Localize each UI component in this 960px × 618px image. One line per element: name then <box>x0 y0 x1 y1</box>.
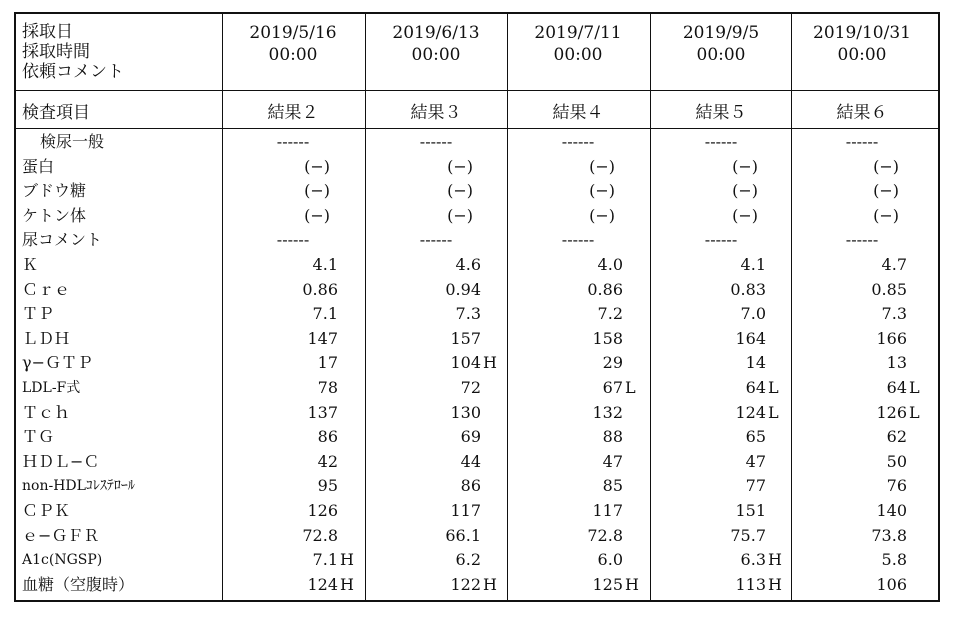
collection-time-label: 採取時間 <box>22 42 90 62</box>
result-value <box>650 524 792 548</box>
value-number: 4.1 <box>312 255 338 274</box>
abnormal-flag: L <box>625 378 636 397</box>
value-number: 64 <box>745 378 766 397</box>
result-value <box>650 401 792 425</box>
value-number: 72 <box>460 378 481 397</box>
result-value <box>222 474 364 498</box>
value-number: (−) <box>873 156 899 176</box>
value-number: 126 <box>307 501 338 520</box>
value-number: 69 <box>460 427 481 447</box>
result-value <box>507 474 649 498</box>
result-value <box>507 179 649 203</box>
result-value <box>365 351 507 375</box>
value-number: (−) <box>447 205 473 225</box>
column-divider <box>650 14 651 600</box>
item-header: 検査項目 <box>22 103 90 123</box>
value-number: 78 <box>317 378 338 397</box>
result-value <box>365 327 507 351</box>
lab-results-table <box>14 12 940 602</box>
result-value <box>791 548 933 572</box>
table-row <box>16 302 938 326</box>
value-number: ------ <box>845 230 879 250</box>
result-header-row <box>16 90 938 129</box>
column-divider <box>222 14 223 600</box>
result-value <box>222 327 364 351</box>
table-row <box>16 474 938 498</box>
test-item-name: ＣＰＫ <box>22 501 71 520</box>
result-column-header: 結果６ <box>836 103 888 123</box>
abnormal-flag: H <box>340 574 354 594</box>
result-value <box>222 130 364 154</box>
result-value <box>365 204 507 228</box>
value-number: ------ <box>276 230 310 250</box>
collection-date-label: 採取日 <box>22 22 73 42</box>
result-value <box>507 548 649 572</box>
value-number: 4.7 <box>881 255 907 274</box>
result-value <box>791 179 933 203</box>
table-row <box>16 376 938 400</box>
result-value <box>222 155 364 179</box>
table-row <box>16 228 938 252</box>
table-row <box>16 573 938 597</box>
result-value <box>365 228 507 252</box>
result-value <box>791 425 933 449</box>
result-value <box>507 302 649 326</box>
value-number: 4.1 <box>740 255 766 274</box>
abnormal-flag: L <box>768 378 779 397</box>
test-item-name: 血糖（空腹時） <box>22 574 135 594</box>
test-item-name: 尿コメント <box>22 230 103 250</box>
table-row <box>16 179 938 203</box>
abnormal-flag: L <box>909 378 920 397</box>
result-value <box>650 450 792 474</box>
value-number: 67 <box>602 378 623 397</box>
result-value <box>650 425 792 449</box>
value-number: 122 <box>450 574 481 594</box>
result-value <box>791 253 933 277</box>
result-value <box>507 327 649 351</box>
abnormal-flag: H <box>625 574 639 594</box>
abnormal-flag: L <box>768 402 779 422</box>
value-number: 157 <box>450 328 481 348</box>
table-row <box>16 450 938 474</box>
value-number: 117 <box>592 501 623 520</box>
result-value <box>650 253 792 277</box>
result-value <box>222 548 364 572</box>
result-value <box>222 179 364 203</box>
value-number: 158 <box>592 328 623 348</box>
result-value <box>650 327 792 351</box>
table-row <box>16 155 938 179</box>
value-number: 113 <box>735 574 766 594</box>
result-value <box>791 228 933 252</box>
test-item-name: 検尿一般 <box>40 132 105 151</box>
table-row <box>16 425 938 449</box>
value-number: 124 <box>307 574 338 594</box>
column-date-time <box>365 22 507 66</box>
result-value <box>222 401 364 425</box>
value-number: 47 <box>602 451 623 471</box>
collection-date: 2019/9/5 <box>682 23 760 43</box>
result-value <box>222 524 364 548</box>
test-item-name: LDL-F式 <box>22 380 81 396</box>
value-number: 5.8 <box>881 550 907 570</box>
value-number: 95 <box>317 476 338 496</box>
value-number: 0.94 <box>445 279 481 299</box>
table-row <box>16 253 938 277</box>
collection-time: 00:00 <box>696 45 746 65</box>
value-number: (−) <box>732 181 758 201</box>
result-value <box>507 573 649 597</box>
result-value <box>507 425 649 449</box>
value-number: 86 <box>317 427 338 447</box>
value-number: (−) <box>589 205 615 225</box>
result-value <box>222 204 364 228</box>
result-value <box>365 302 507 326</box>
value-number: ------ <box>704 230 738 250</box>
result-value <box>650 130 792 154</box>
collection-date: 2019/7/11 <box>534 23 622 43</box>
value-number: 106 <box>876 574 907 594</box>
value-number: 0.85 <box>871 279 907 299</box>
result-value <box>365 548 507 572</box>
value-number: 65 <box>745 427 766 447</box>
test-item-name: ＬＤＨ <box>22 328 71 348</box>
result-value <box>507 228 649 252</box>
result-value <box>222 376 364 400</box>
result-value <box>507 499 649 523</box>
column-date-time <box>222 22 364 66</box>
result-value <box>507 155 649 179</box>
collection-date: 2019/10/31 <box>813 23 911 43</box>
table-row <box>16 278 938 302</box>
request-comment-label: 依頼コメント <box>22 62 124 82</box>
result-value <box>507 524 649 548</box>
value-number: (−) <box>304 156 330 176</box>
table-row <box>16 401 938 425</box>
result-value <box>650 228 792 252</box>
result-value <box>222 302 364 326</box>
abnormal-flag: H <box>768 574 782 594</box>
test-item-name: ブドウ糖 <box>22 181 87 201</box>
result-value <box>222 278 364 302</box>
test-item-name: Ｔｃｈ <box>22 402 71 422</box>
column-divider <box>791 14 792 600</box>
result-column-header: 結果２ <box>267 103 319 123</box>
value-number: 0.83 <box>730 279 766 299</box>
value-number: (−) <box>589 181 615 201</box>
result-value <box>791 376 933 400</box>
result-value <box>507 401 649 425</box>
column-date-time <box>650 22 792 66</box>
value-number: 166 <box>876 328 907 348</box>
result-value <box>791 130 933 154</box>
column-date-time <box>791 22 933 66</box>
test-item-name: ＴＰ <box>22 304 55 324</box>
abnormal-flag: H <box>483 574 497 594</box>
result-value <box>791 573 933 597</box>
test-item-name: Ｋ <box>22 255 39 274</box>
table-row <box>16 130 938 154</box>
test-item-name: Ｃｒｅ <box>22 279 71 299</box>
abnormal-flag: H <box>483 353 497 373</box>
value-number: 151 <box>735 501 766 520</box>
result-value <box>222 499 364 523</box>
value-number: 85 <box>602 476 623 496</box>
value-number: (−) <box>304 205 330 225</box>
test-item-name: γ−ＧＴＰ <box>22 353 93 373</box>
value-number: 7.1 <box>312 550 338 570</box>
collection-time: 00:00 <box>553 45 603 65</box>
value-number: 0.86 <box>587 279 623 299</box>
value-number: 73.8 <box>871 525 907 545</box>
value-number: 137 <box>307 402 338 422</box>
value-number: (−) <box>589 156 615 176</box>
value-number: 7.1 <box>312 304 338 324</box>
result-value <box>507 278 649 302</box>
result-value <box>507 253 649 277</box>
test-item-name: ｅ−ＧＦＲ <box>22 525 100 545</box>
abnormal-flag: H <box>768 550 782 570</box>
value-number: 104 <box>450 353 481 373</box>
result-value <box>650 302 792 326</box>
table-row <box>16 327 938 351</box>
result-value <box>365 425 507 449</box>
result-value <box>365 253 507 277</box>
test-item-name: non-HDLｺﾚｽﾃﾛｰﾙ <box>22 478 135 495</box>
result-value <box>365 130 507 154</box>
value-number: 76 <box>886 476 907 496</box>
column-divider <box>365 14 366 600</box>
result-value <box>507 130 649 154</box>
value-number: ------ <box>561 230 595 250</box>
value-number: 42 <box>317 451 338 471</box>
result-value <box>365 474 507 498</box>
value-number: 117 <box>450 501 481 520</box>
collection-date: 2019/6/13 <box>392 23 480 43</box>
value-number: ------ <box>419 132 453 151</box>
column-divider <box>507 14 508 600</box>
collection-time: 00:00 <box>837 45 887 65</box>
result-value <box>222 425 364 449</box>
result-value <box>507 450 649 474</box>
result-value <box>791 524 933 548</box>
value-number: 44 <box>460 451 481 471</box>
result-value <box>507 376 649 400</box>
result-value <box>365 155 507 179</box>
value-number: ------ <box>561 132 595 151</box>
table-row <box>16 524 938 548</box>
value-number: 7.3 <box>455 304 481 324</box>
value-number: 4.6 <box>455 255 481 274</box>
result-value <box>650 499 792 523</box>
value-number: 125 <box>592 574 623 594</box>
collection-time: 00:00 <box>268 45 318 65</box>
column-date-time <box>507 22 649 66</box>
result-value <box>222 228 364 252</box>
result-value <box>650 376 792 400</box>
value-number: ------ <box>845 132 879 151</box>
result-value <box>791 401 933 425</box>
result-value <box>650 474 792 498</box>
value-number: 29 <box>602 353 623 373</box>
value-number: 72.8 <box>587 525 623 545</box>
result-value <box>222 450 364 474</box>
value-number: 132 <box>592 402 623 422</box>
test-item-name: ケトン体 <box>22 205 87 225</box>
result-value <box>507 351 649 375</box>
result-value <box>365 376 507 400</box>
value-number: 17 <box>317 353 338 373</box>
result-value <box>507 204 649 228</box>
result-column-header: 結果４ <box>552 103 604 123</box>
result-value <box>791 450 933 474</box>
value-number: 7.3 <box>881 304 907 324</box>
value-number: 47 <box>745 451 766 471</box>
table-row <box>16 548 938 572</box>
value-number: 130 <box>450 402 481 422</box>
result-value <box>650 548 792 572</box>
result-value <box>791 302 933 326</box>
result-column-header: 結果５ <box>695 103 747 123</box>
result-value <box>365 573 507 597</box>
value-number: 126 <box>876 402 907 422</box>
value-number: 64 <box>886 378 907 397</box>
result-value <box>791 351 933 375</box>
abnormal-flag: L <box>909 402 920 422</box>
result-value <box>365 450 507 474</box>
test-item-name: A1c(NGSP) <box>22 552 103 569</box>
result-value <box>791 278 933 302</box>
value-number: 75.7 <box>730 525 766 545</box>
result-value <box>791 474 933 498</box>
value-number: 50 <box>886 451 907 471</box>
table-row <box>16 499 938 523</box>
collection-time: 00:00 <box>411 45 461 65</box>
value-number: ------ <box>704 132 738 151</box>
value-number: (−) <box>732 156 758 176</box>
result-value <box>222 351 364 375</box>
value-number: 6.3 <box>740 550 766 570</box>
test-item-name: 蛋白 <box>22 156 55 176</box>
result-value <box>365 401 507 425</box>
value-number: (−) <box>304 181 330 201</box>
value-number: (−) <box>873 205 899 225</box>
header-labels <box>22 22 124 82</box>
result-value <box>791 327 933 351</box>
result-value <box>365 179 507 203</box>
value-number: 124 <box>735 402 766 422</box>
value-number: (−) <box>873 181 899 201</box>
value-number: 86 <box>460 476 481 496</box>
result-value <box>650 351 792 375</box>
abnormal-flag: H <box>340 550 354 570</box>
value-number: 62 <box>886 427 907 447</box>
value-number: 13 <box>886 353 907 373</box>
value-number: 4.0 <box>597 255 623 274</box>
result-column-header: 結果３ <box>410 103 462 123</box>
value-number: 14 <box>745 353 766 373</box>
value-number: 7.0 <box>740 304 766 324</box>
value-number: 66.1 <box>445 525 481 545</box>
result-value <box>222 573 364 597</box>
result-value <box>791 155 933 179</box>
table-row <box>16 204 938 228</box>
collection-header <box>16 14 938 91</box>
result-value <box>650 155 792 179</box>
value-number: (−) <box>447 181 473 201</box>
result-value <box>791 499 933 523</box>
result-value <box>365 524 507 548</box>
value-number: (−) <box>447 156 473 176</box>
result-value <box>650 204 792 228</box>
value-number: 147 <box>307 328 338 348</box>
result-value <box>791 204 933 228</box>
result-value <box>222 253 364 277</box>
test-item-name: ＴＧ <box>22 427 55 447</box>
result-value <box>650 278 792 302</box>
result-value <box>365 278 507 302</box>
value-number: 164 <box>735 328 766 348</box>
result-value <box>650 179 792 203</box>
test-item-name: ＨＤＬ−Ｃ <box>22 451 100 471</box>
value-number: 6.0 <box>597 550 623 570</box>
value-number: 77 <box>745 476 766 496</box>
value-number: 88 <box>602 427 623 447</box>
value-number: 7.2 <box>597 304 623 324</box>
value-number: 6.2 <box>455 550 481 570</box>
collection-date: 2019/5/16 <box>249 23 337 43</box>
result-value <box>650 573 792 597</box>
value-number: ------ <box>276 132 310 151</box>
value-number: ------ <box>419 230 453 250</box>
value-number: 72.8 <box>302 525 338 545</box>
value-number: 0.86 <box>302 279 338 299</box>
value-number: (−) <box>732 205 758 225</box>
value-number: 140 <box>876 501 907 520</box>
result-value <box>365 499 507 523</box>
table-row <box>16 351 938 375</box>
